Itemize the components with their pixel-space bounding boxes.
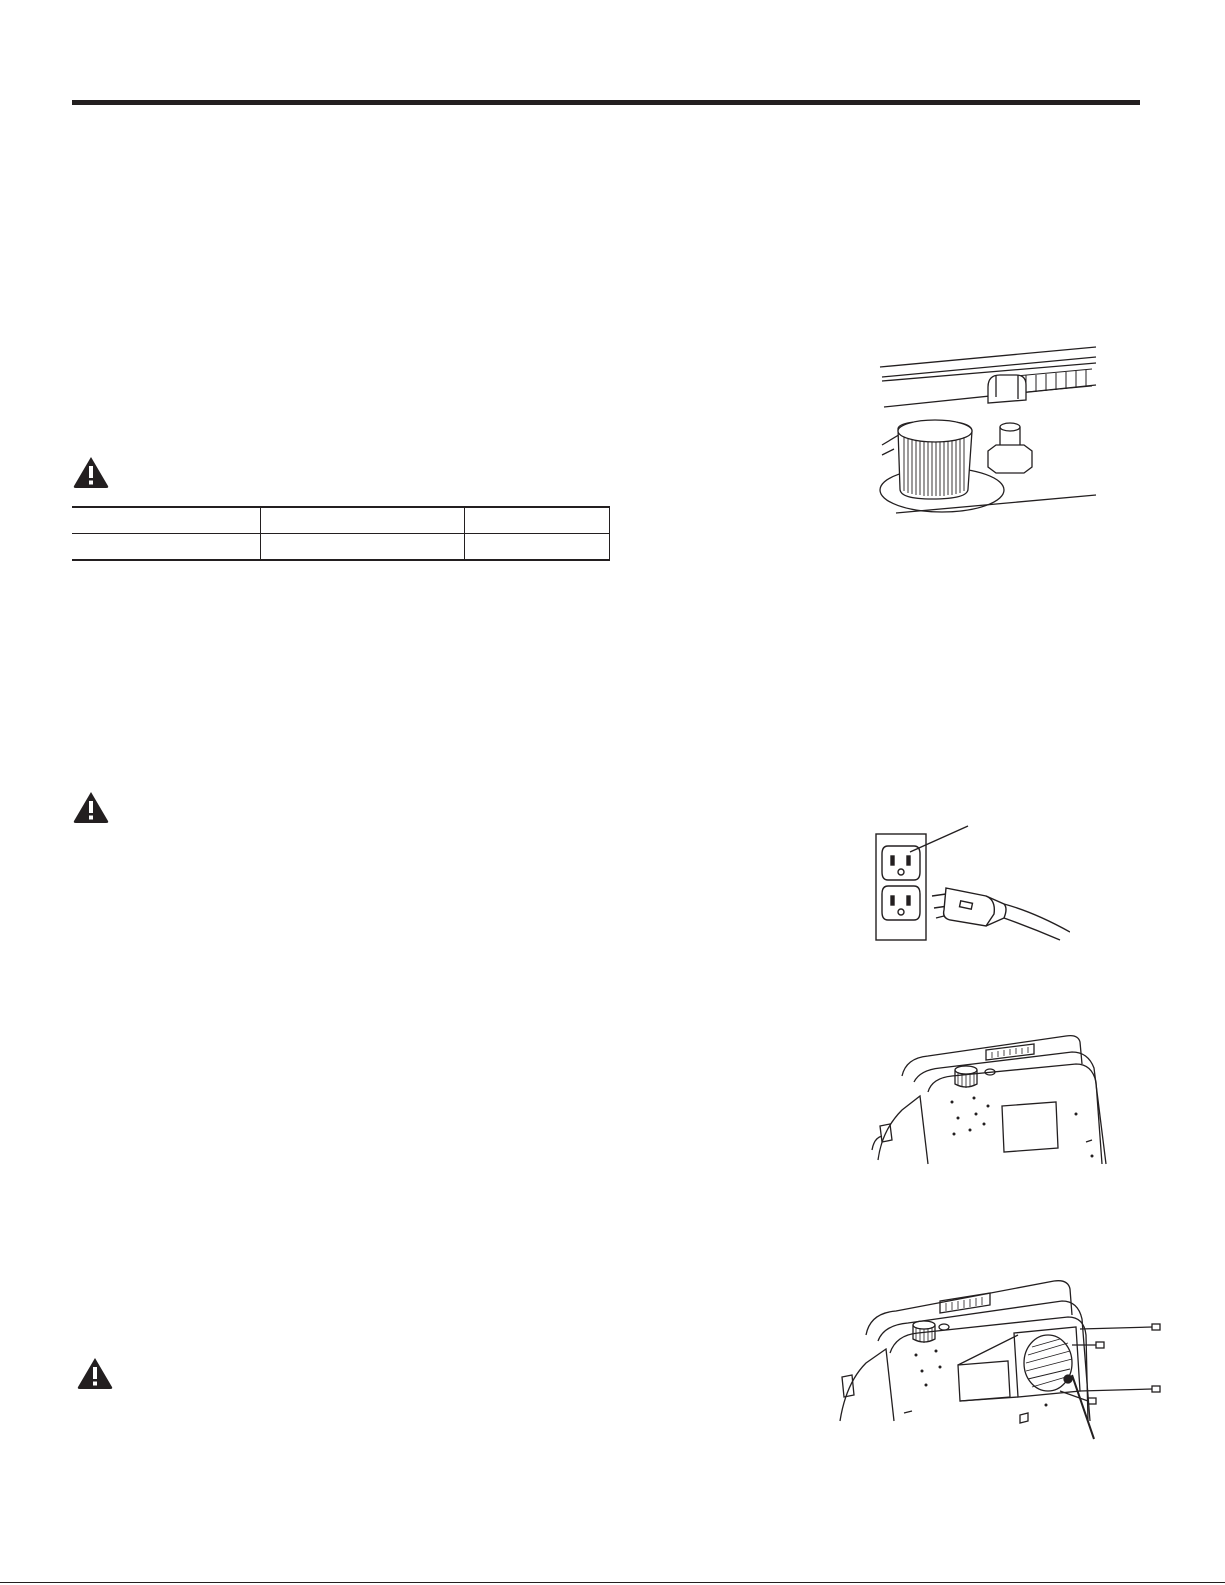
heater-fan-cover-figure: [832, 1275, 1162, 1445]
table-row: [72, 534, 610, 561]
table-cell: [465, 534, 610, 561]
header-rule: [72, 100, 1140, 105]
heater-back-figure: [866, 1030, 1114, 1170]
table-row: [72, 507, 610, 534]
warning-triangle-icon: [72, 455, 110, 489]
control-knob-figure: [876, 345, 1098, 515]
table-cell: [465, 507, 610, 534]
outlet-plug-figure: [874, 822, 1070, 946]
warning-triangle-icon: [76, 1356, 114, 1390]
table-cell: [261, 507, 465, 534]
warning-triangle-icon: [72, 790, 110, 824]
footer-rule: [0, 1582, 1225, 1583]
table-cell: [261, 534, 465, 561]
spec-table: [72, 506, 610, 561]
table-cell: [72, 534, 261, 561]
table-cell: [72, 507, 261, 534]
